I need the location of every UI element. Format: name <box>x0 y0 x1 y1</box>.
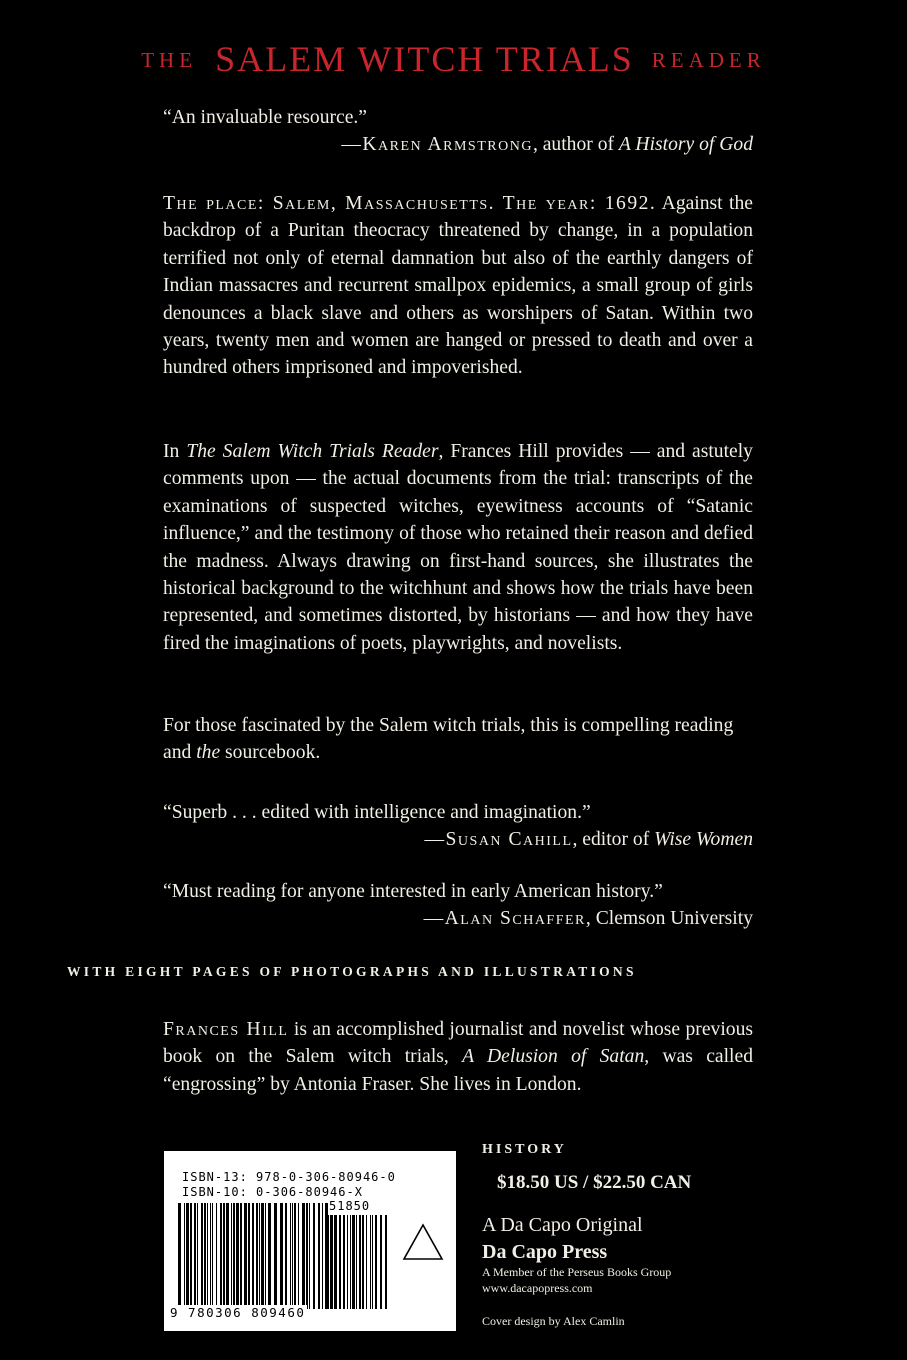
title-main: SALEM WITCH TRIALS <box>215 39 634 79</box>
author-name: Frances Hill <box>163 1019 289 1040</box>
quote-attribution: —Susan Cahill, editor of Wise Women <box>424 829 753 851</box>
publisher-name: Da Capo Press <box>482 1241 608 1263</box>
quote-attribution: —Karen Armstrong, author of A History of God <box>341 134 753 156</box>
publisher-website: www.dacapopress.com <box>482 1281 593 1295</box>
quote-text: “An invaluable resource.” <box>163 107 368 128</box>
quote-text: “Must reading for anyone interested in early American history.” <box>163 881 663 902</box>
quote-text: “Superb . . . edited with intelligence and imagination.” <box>163 802 591 823</box>
category-label: HISTORY <box>482 1142 567 1157</box>
description-paragraph-2: In The Salem Witch Trials Reader, Frances Hill provides — and astutely comments upon — the actual documents from the trial: transcripts of the examinations of suspected witches, eyewitness accounts of “Satanic influence,” and the testimony of those who retained their reason and defied the madness. Always drawing on first-hand sources, she illustrates the historical background to the witchhunt and shows how the trials have been represented, and sometimes distorted, by historians — and how they have fired the imaginations of poets, playwrights, and novelists. <box>163 441 753 654</box>
quote-attribution: —Alan Schaffer, Clemson University <box>423 908 753 930</box>
price: $18.50 US / $22.50 CAN <box>497 1172 692 1193</box>
description-paragraph-3: For those fascinated by the Salem witch trials, this is compelling reading and the sourcebook. <box>163 715 734 764</box>
barcode-bars <box>178 1203 328 1309</box>
cover-title <box>0 38 907 80</box>
title-suffix: READER <box>651 48 766 72</box>
barcode-panel <box>164 1151 456 1331</box>
publisher-group: A Member of the Perseus Books Group <box>482 1265 672 1279</box>
quote-schaffer <box>163 878 753 933</box>
illustrations-note: WITH EIGHT PAGES OF PHOTOGRAPHS AND ILLUSTRATIONS <box>67 964 637 979</box>
quote-armstrong <box>163 104 753 159</box>
triangle-icon <box>402 1223 444 1261</box>
cover-credit: Cover design by Alex Camlin <box>482 1314 625 1328</box>
quote-cahill <box>163 799 753 854</box>
publisher-info <box>482 1142 742 1329</box>
description-paragraph-1: The place: Salem, Massachusetts. The year: 1692. Against the backdrop of a Puritan theocracy threatened by change, in a population terrified not only of eternal damnation but also of the earthly dangers of Indian massacres and recurrent smallpox epidemics, a small group of girls denounces a black slave and others as worshipers of Satan. Within two years, twenty men and women are hanged or pressed to death and over a hundred others imprisoned and impoverished. <box>163 193 753 379</box>
lead-in: The place: Salem, Massachusetts. The year: 1692. <box>163 193 657 214</box>
addon-barcode-bars <box>328 1215 390 1309</box>
edition-note: A Da Capo Original <box>482 1214 643 1236</box>
ean-digits: 9 780306 809460 <box>170 1305 306 1320</box>
book-title: The Salem Witch Trials Reader <box>186 441 439 462</box>
title-prefix: THE <box>141 48 198 72</box>
isbn-13: ISBN-13: 978-0-306-80946-0 <box>182 1170 396 1184</box>
isbn-10: ISBN-10: 0-306-80946-X <box>182 1185 363 1199</box>
author-bio: Frances Hill is an accomplished journalist and novelist whose previous book on the Salem witch trials, A Delusion of Satan, was called “engrossing” by Antonia Fraser. She lives in London. <box>163 1019 753 1095</box>
price-code: 51850 <box>329 1199 371 1213</box>
